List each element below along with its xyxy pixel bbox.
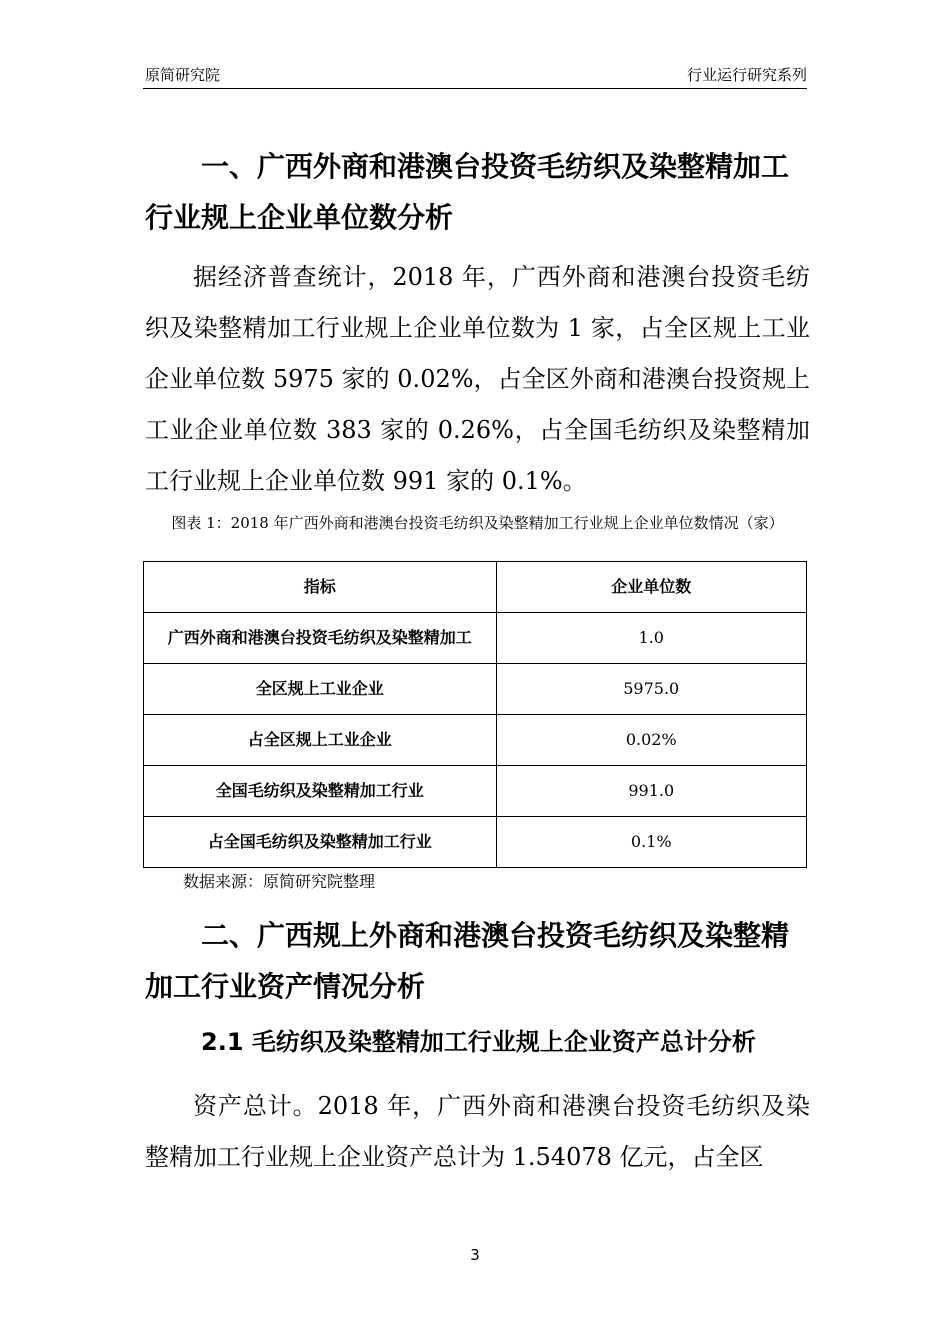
table-caption: 图表 1：2018 年广西外商和港澳台投资毛纺织及染整精加工行业规上企业单位数情况（家）: [171, 514, 784, 532]
row-value: 0.1%: [496, 817, 807, 868]
row-value: 0.02%: [496, 715, 807, 766]
header-left-text: 原简研究院: [145, 66, 221, 84]
section2-paragraph: 资产总计。2018 年，广西外商和港澳台投资毛纺织及染整精加工行业规上企业资产总计为 1.54078 亿元，占全区: [145, 1092, 810, 1171]
row-value: 991.0: [496, 766, 807, 817]
table-row: [144, 766, 807, 817]
row-label: 广西外商和港澳台投资毛纺织及染整精加工: [144, 613, 497, 664]
row-label: 占全国毛纺织及染整精加工行业: [144, 817, 497, 868]
section2-1-subheading: 2.1 毛纺织及染整精加工行业规上企业资产总计分析: [201, 1028, 756, 1056]
header-divider: [143, 88, 807, 89]
section1-heading: 一、广西外商和港澳台投资毛纺织及染整精加工行业规上企业单位数分析: [145, 150, 790, 234]
table-row: [144, 664, 807, 715]
header-right-text: 行业运行研究系列: [686, 66, 807, 84]
row-label: 全国毛纺织及染整精加工行业: [144, 766, 497, 817]
header-indicator: 指标: [144, 562, 497, 613]
row-label: 占全区规上工业企业: [144, 715, 497, 766]
row-value: 1.0: [496, 613, 807, 664]
header-unit-count: 企业单位数: [496, 562, 807, 613]
table-header-row: [144, 562, 807, 613]
table-row: [144, 613, 807, 664]
page-number: 3: [470, 1246, 480, 1264]
data-source-note: 数据来源：原简研究院整理: [183, 872, 376, 891]
row-label: 全区规上工业企业: [144, 664, 497, 715]
row-value: 5975.0: [496, 664, 807, 715]
section1-paragraph: 据经济普查统计，2018 年，广西外商和港澳台投资毛纺织及染整精加工行业规上企业单位数为 1 家，占全区规上工业企业单位数 5975 家的 0.02%，占全区外商和港澳台投资规上工业企业单位数 383 家的 0.26%，占全国毛纺织及染整精加工行业规上企业单位数 991 家的 0.1%。: [145, 263, 810, 495]
section2-heading: 二、广西规上外商和港澳台投资毛纺织及染整精加工行业资产情况分析: [145, 919, 790, 1003]
table-row: [144, 715, 807, 766]
table-row: [144, 817, 807, 868]
data-table: [143, 561, 807, 868]
